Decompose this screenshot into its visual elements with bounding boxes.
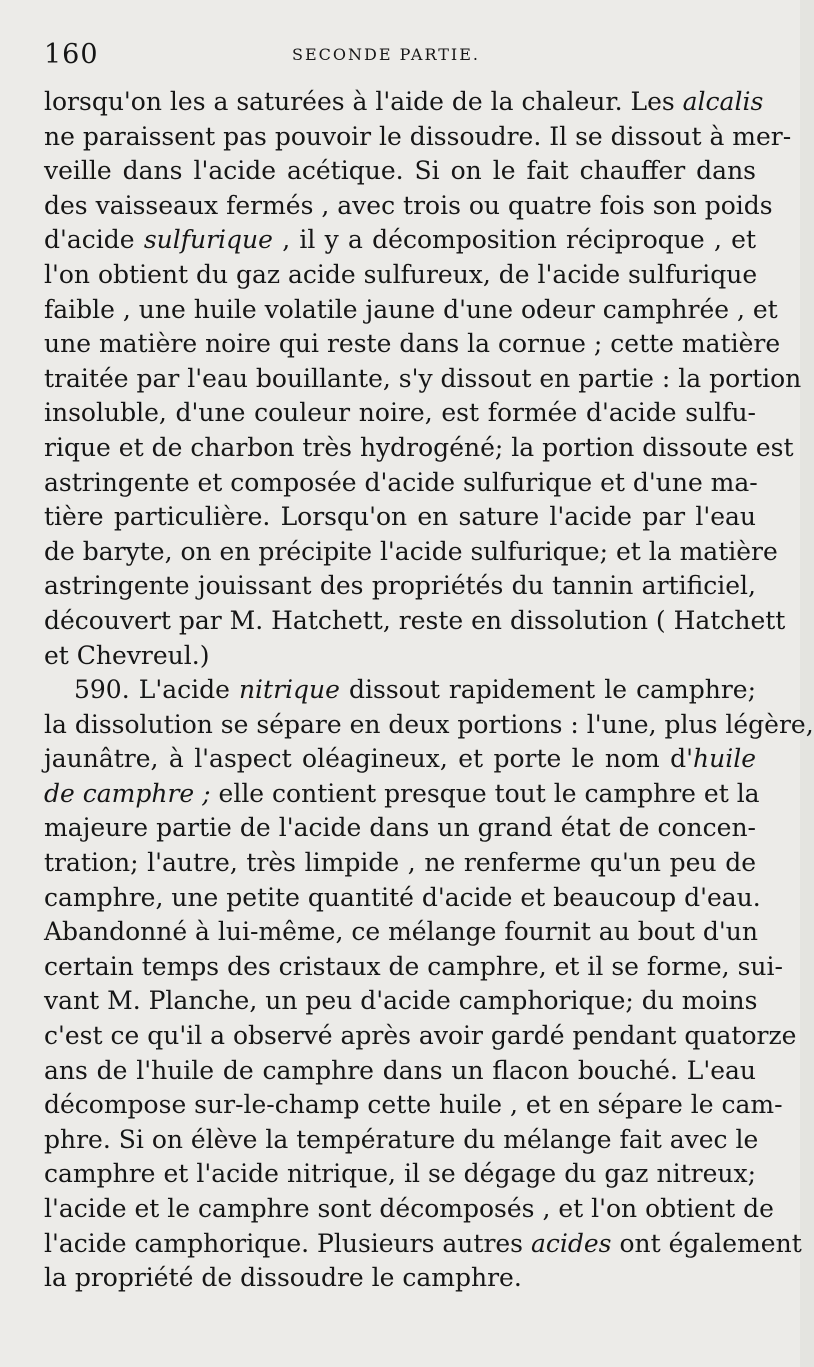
text-segment: veille dans l'acide acétique. Si on le fait chauffer dans (44, 156, 756, 186)
text-line (44, 154, 756, 189)
text-segment: astringente jouissant des propriétés du tannin artificiel, (44, 571, 756, 601)
text-line (44, 1123, 759, 1158)
text-segment: astringente et composée d'acide sulfurique et d'une ma- (44, 467, 758, 497)
text-line (44, 1261, 756, 1296)
text-line (44, 1192, 774, 1227)
text-line (44, 846, 756, 881)
text-segment: tration; l'autre, très limpide , ne renferme qu'un peu de (44, 848, 756, 878)
text-segment: majeure partie de l'acide dans un grand état de concen- (44, 813, 756, 843)
text-segment: d'acide (44, 225, 144, 255)
text-segment: 590. L'acide (74, 675, 239, 705)
text-line (44, 915, 756, 950)
text-line (44, 708, 814, 743)
italic-text: de camphre ; (44, 778, 211, 808)
text-line (44, 639, 756, 674)
text-segment: vant M. Planche, un peu d'acide camphorique; du moins (44, 986, 758, 1016)
text-segment: camphre et l'acide nitrique, il se dégage du gaz nitreux; (44, 1159, 756, 1189)
text-segment: c'est ce qu'il a observé après avoir gardé pendant quatorze (44, 1021, 797, 1051)
text-line (44, 293, 778, 328)
text-segment: insoluble, d'une couleur noire, est formée d'acide sulfu- (44, 398, 756, 428)
text-line (44, 500, 756, 535)
text-segment: traitée par l'eau bouillante, s'y dissout en partie : la portion (44, 363, 802, 393)
text-segment: ans de l'huile de camphre dans un flacon bouché. L'eau (44, 1055, 756, 1085)
text-line (44, 396, 756, 431)
text-line (44, 535, 778, 570)
text-segment: l'acide camphorique. Plusieurs autres (44, 1228, 531, 1258)
text-line (44, 1157, 756, 1192)
text-line (44, 120, 792, 155)
text-segment: l'on obtient du gaz acide sulfureux, de l'acide sulfurique (44, 259, 758, 289)
body-text (44, 85, 814, 1296)
text-line (44, 742, 756, 777)
text-line (44, 1019, 797, 1054)
text-segment: et Chevreul.) (44, 640, 210, 670)
text-line (44, 466, 756, 501)
page-header (44, 38, 756, 72)
text-line (44, 362, 802, 397)
text-segment: tière particulière. Lorsqu'on en sature l'acide par l'eau (44, 502, 756, 532)
text-line (44, 223, 756, 258)
text-line (44, 777, 760, 812)
text-segment: elle contient presque tout le camphre et la (210, 778, 760, 808)
text-segment: décompose sur-le-champ cette huile , et en sépare le cam- (44, 1090, 783, 1120)
italic-text: acides (530, 1228, 612, 1258)
text-segment: phre. Si on élève la température du mélange fait avec le (44, 1124, 759, 1154)
text-segment: faible , une huile volatile jaune d'une odeur camphrée , et (44, 294, 778, 324)
text-segment: Abandonné à lui-même, ce mélange fournit au bout d'un (44, 917, 758, 947)
text-segment: dissout rapidement le camphre; (339, 675, 757, 705)
text-line (44, 258, 756, 293)
text-line (44, 189, 773, 224)
text-line (44, 811, 756, 846)
text-line (44, 1054, 756, 1089)
text-line (44, 604, 786, 639)
page-number: 160 (44, 39, 99, 70)
text-line (44, 1227, 802, 1262)
text-line (44, 85, 764, 120)
text-segment: une matière noire qui reste dans la cornue ; cette matière (44, 329, 781, 359)
text-segment: la propriété de dissoudre le camphre. (44, 1263, 522, 1293)
text-line (44, 881, 761, 916)
italic-text: nitrique (238, 675, 340, 705)
text-segment: , il y a décomposition réciproque , et (272, 225, 756, 255)
text-segment: des vaisseaux fermés , avec trois ou quatre fois son poids (44, 190, 773, 220)
text-segment: de baryte, on en précipite l'acide sulfurique; et la matière (44, 536, 778, 566)
text-line (44, 569, 756, 604)
italic-text: huile (693, 744, 756, 774)
text-segment: ont également (611, 1228, 802, 1258)
text-segment: certain temps des cristaux de camphre, et il se forme, sui- (44, 951, 783, 981)
text-segment: jaunâtre, à l'aspect oléagineux, et porte le nom d' (44, 744, 693, 774)
running-title: SECONDE PARTIE. (292, 45, 480, 64)
text-line (44, 431, 794, 466)
text-segment: découvert par M. Hatchett, reste en dissolution ( Hatchett (44, 605, 786, 635)
text-line (44, 673, 756, 708)
text-line (44, 984, 756, 1019)
text-line (44, 1088, 783, 1123)
text-segment: rique et de charbon très hydrogéné; la portion dissoute est (44, 432, 794, 462)
text-segment: la dissolution se sépare en deux portions : l'une, plus légère, (44, 709, 814, 739)
text-segment: l'acide et le camphre sont décomposés , et l'on obtient de (44, 1194, 774, 1223)
text-segment: camphre, une petite quantité d'acide et beaucoup d'eau. (44, 882, 761, 912)
text-segment: ne paraissent pas pouvoir le dissoudre. Il se dissout à mer- (44, 121, 792, 151)
text-line (44, 950, 783, 985)
italic-text: sulfurique (143, 225, 273, 255)
text-line (44, 327, 781, 362)
italic-text: alcalis (682, 87, 764, 116)
text-segment: lorsqu'on les a saturées à l'aide de la chaleur. Les (44, 87, 683, 116)
